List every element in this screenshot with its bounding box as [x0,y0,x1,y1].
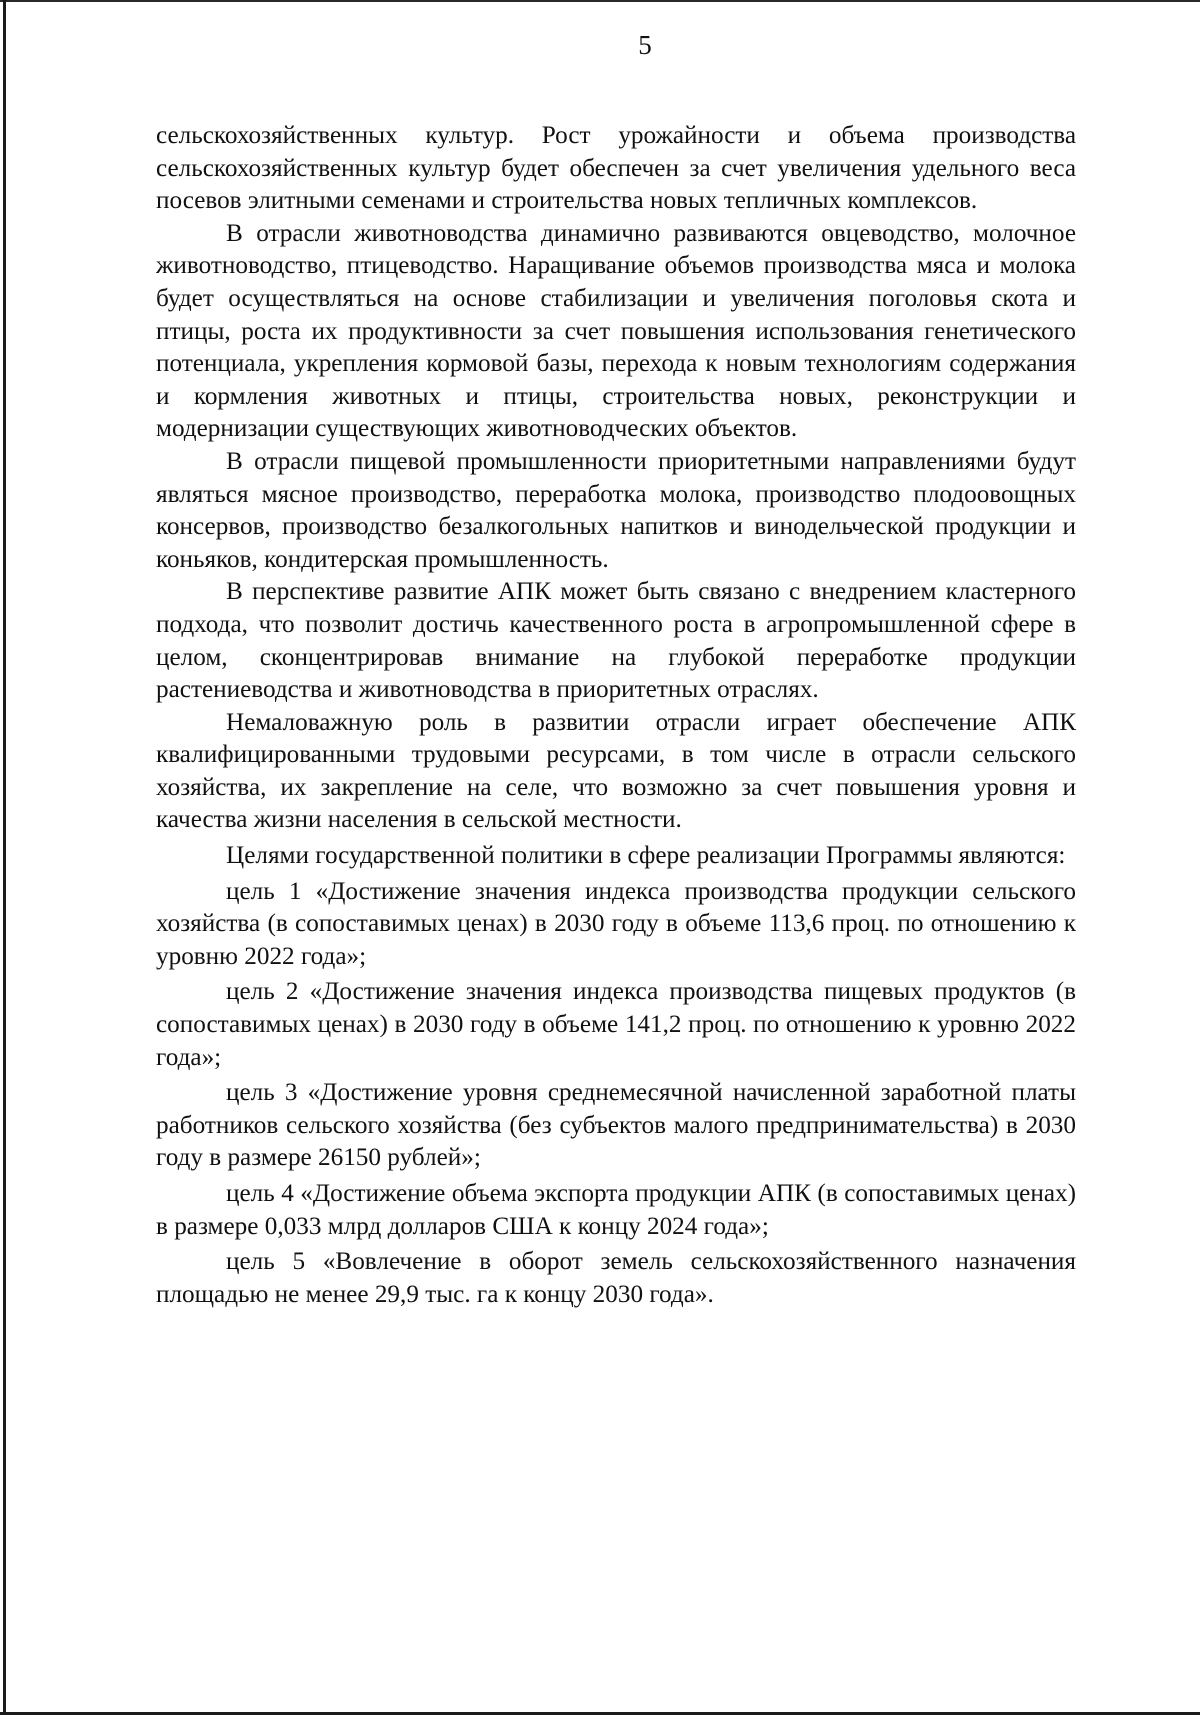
scan-edge-left [3,0,6,1715]
paragraph-crop-growth: сельскохозяйственных культур. Рост урожайности и объема производства сельскохозяйственных культур будет обеспечен за счет увеличения удельного веса посевов элитными семенами и строительства новых тепличных комплексов. [156,122,1076,215]
paragraph-goals-intro: Целями государственной политики в сфере реализации Программы являются: [226,842,1066,870]
goal-item: цель 4 «Достижение объема экспорта продукции АПК (в сопоставимых ценах) в размере 0,033 млрд долларов США к концу 2024 года»; [156,1180,1076,1240]
goal-item: цель 1 «Достижение значения индекса производства продукции сельского хозяйства (в сопоставимых ценах) в 2030 году в объеме 113,6 проц. по отношению к уровню 2022 года»; [156,877,1076,970]
goal-item: цель 5 «Вовлечение в оборот земель сельскохозяйственного назначения площадью не менее 29,9 тыс. га к концу 2030 года». [156,1248,1076,1308]
paragraph-food-industry: В отрасли пищевой промышленности приоритетными направлениями будут являться мясное производство, переработка молока, производство плодоовощных консервов, производство безалкогольных напитков и винодельческой продукции и коньяков, кондитерская промышленность. [156,447,1076,573]
paragraph-livestock: В отрасли животноводства динамично развиваются овцеводство, молочное животноводство, птицеводство. Наращивание объемов производства мяса и молока будет осуществляться на основе стабилизации и увеличения поголовья скота и птицы, роста их продуктивности за счет повышения использования генетического потенциала, укрепления кормовой базы, перехода к новым технологиям содержания и кормления животных и птицы, строительства новых, реконструкции и модернизации существующих животноводческих объектов. [156,219,1076,443]
paragraph-cluster-approach: В перспективе развитие АПК может быть связано с внедрением кластерного подхода, что позволит достичь качественного роста в агропромышленной сфере в целом, сконцентрировав внимание на глубокой переработке продукции растениеводства и животноводства в приоритетных отраслях. [156,578,1076,704]
paragraph-labor-resources: Немаловажную роль в развитии отрасли играет обеспечение АПК квалифицированными трудовыми ресурсами, в том числе в отрасли сельского хозяйства, их закрепление на селе, что возможно за счет повышения уровня и качества жизни населения в сельской местности. [156,708,1076,834]
goal-item: цель 2 «Достижение значения индекса производства пищевых продуктов (в сопоставимых ценах) в 2030 году в объеме 141,2 проц. по отношению к уровню 2022 года»; [156,978,1076,1071]
document-body [156,120,1076,1311]
scan-edge-top [0,0,1200,2]
goal-item: цель 3 «Достижение уровня среднемесячной начисленной заработной платы работников сельского хозяйства (без субъектов малого предпринимательства) в 2030 году в размере 26150 рублей»; [156,1079,1076,1172]
page-number: 5 [638,30,652,60]
